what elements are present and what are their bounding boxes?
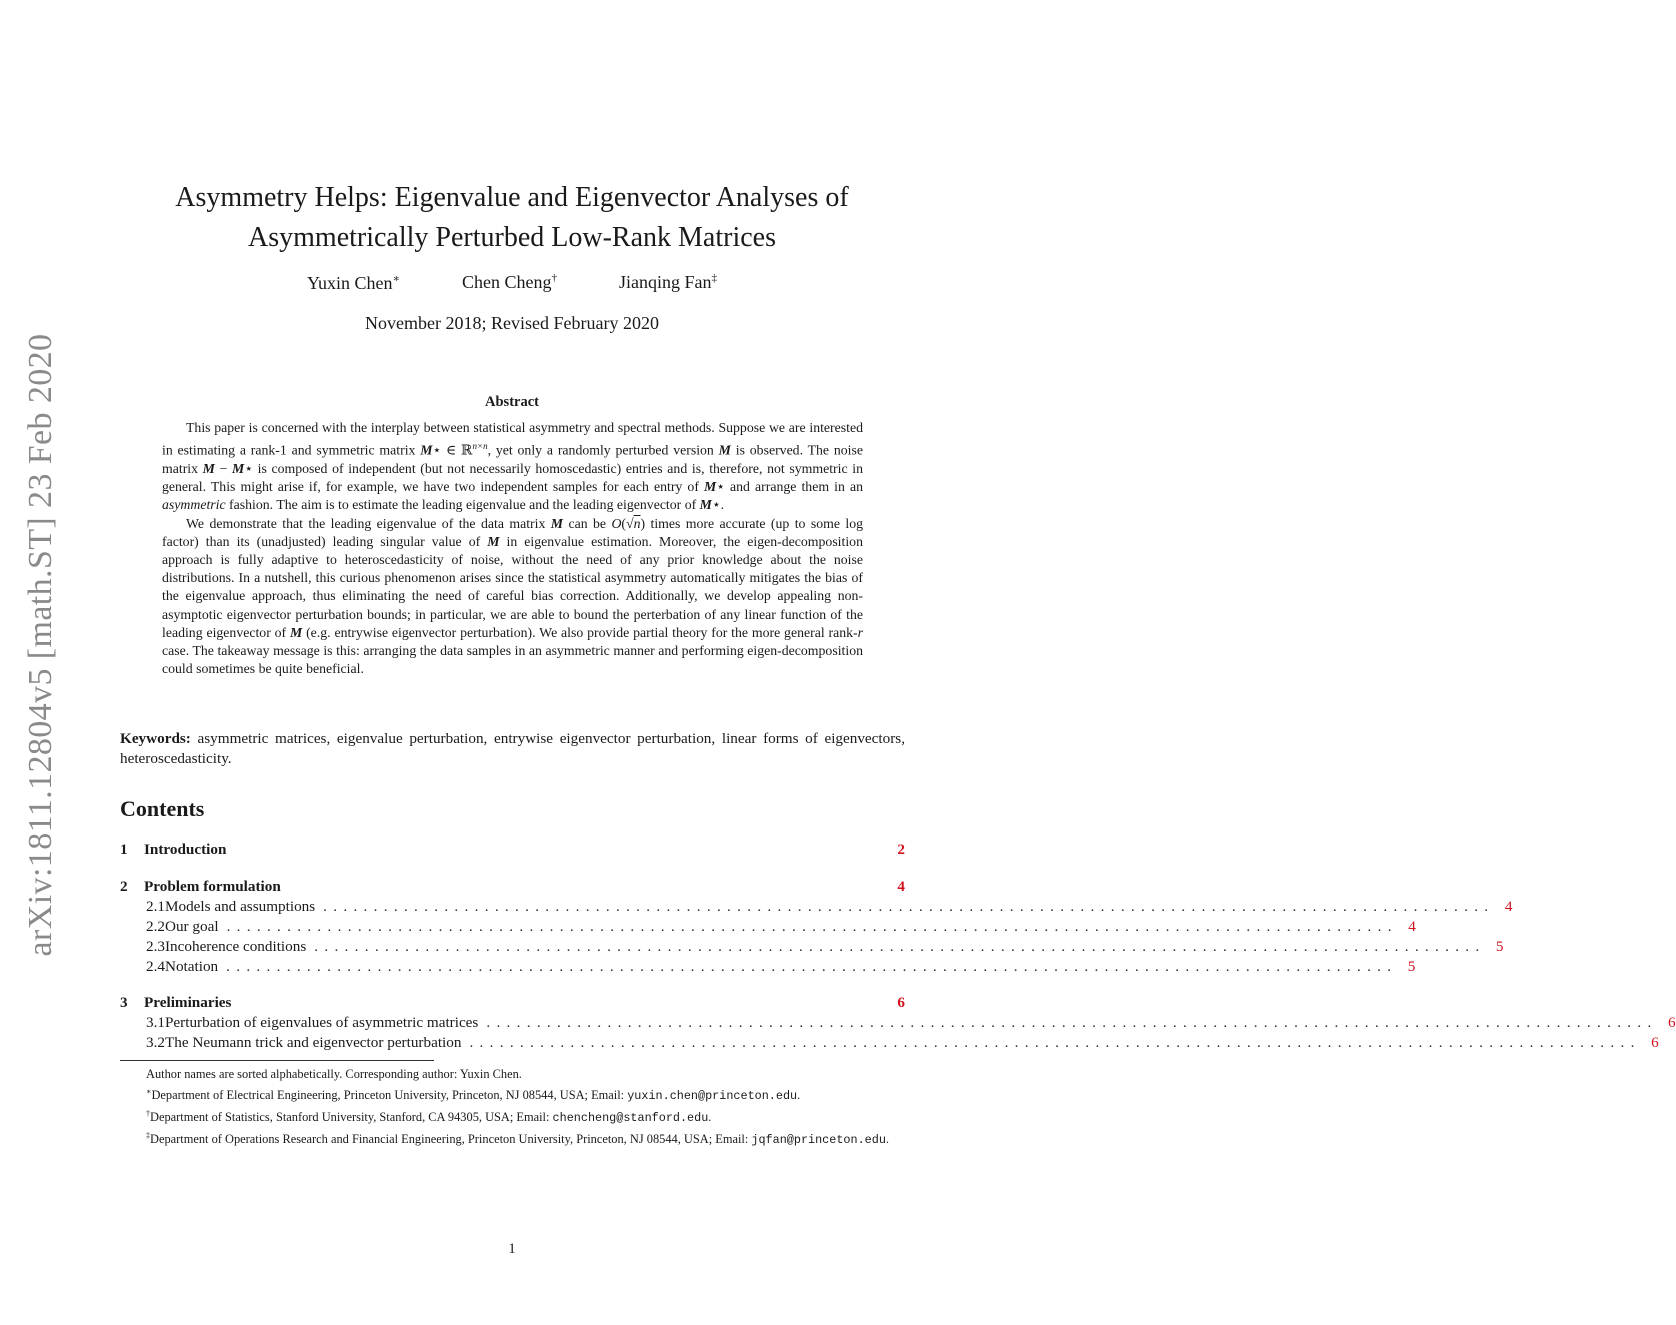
toc-subentry[interactable] [120,1034,1659,1054]
toc-number: 2.2 [146,918,165,935]
text-run: ⋆ is composed of independent (but not necessarily homoscedastic) entries and is, therefore, not symmetric in general. This might arise if, for example, we have two independent samples for each entry of [162,461,863,495]
paper-title [100,178,924,258]
text-run: We demonstrate that the leading eigenvalue of the data matrix [186,515,551,531]
math-symbol: r [857,624,863,640]
math-symbol: M [232,461,245,476]
footnote-1 [120,1083,905,1105]
math-symbol: M [202,461,215,476]
toc-number: 1 [120,841,128,858]
toc-entry[interactable] [120,878,905,898]
math-symbol: M [550,515,564,531]
author-mark: ‡ [711,272,717,284]
toc-number: 2 [120,878,128,895]
keywords [120,729,905,768]
author-mark: ∗ [392,273,400,285]
toc-section-2 [120,878,1513,978]
math-symbol: M [718,442,731,458]
author-mark: † [551,272,557,284]
toc-section-1 [120,841,905,861]
toc-page-link[interactable]: 5 [1407,958,1416,975]
text-run: . [708,1110,712,1124]
toc-number: 3.2 [146,1034,165,1051]
author-name: Yuxin Chen [307,273,393,293]
author-name: Jianqing Fan [618,272,712,292]
author-list [100,272,924,294]
title-line-2: Asymmetrically Perturbed Low-Rank Matrices [248,222,776,253]
text-run: in eigenvalue estimation. Moreover, the eigen-decomposition approach is fully adaptive to heteroscedasticity of noise, without the need of any prior knowledge about the noise distributions. In a nutshell, this curious phenomenon arises since the statistical asymmetry automatically mitigates the bias of the eigenvalue approach, thus eliminating the need of careful bias correction. Additionally, we develop appealing non-asymptotic eigenvector perturbation bounds; in particular, we are able to bound the perterbation of any linear function of the leading eigenvector of [162,533,863,640]
toc-subentry[interactable] [120,918,1416,938]
toc-page-link[interactable]: 6 [897,994,905,1011]
footnote-2 [120,1105,905,1127]
author [619,272,717,294]
author [307,272,400,294]
toc-number: 2.4 [146,958,165,975]
toc-number: 3.1 [146,1014,165,1031]
emphasis: asymmetric [162,497,226,513]
math-symbol: M [699,497,712,513]
toc-entry[interactable] [120,841,905,861]
toc-page-link[interactable]: 2 [897,841,905,858]
publication-date: November 2018; Revised February 2020 [365,313,659,333]
toc-leader-dots: .................................................................................................................... [226,918,1398,935]
footnote-text: Department of Electrical Engineering, Princeton University, Princeton, NJ 08544, USA; Email: [151,1088,628,1102]
toc-number: 3 [120,994,128,1011]
abstract-body [162,419,863,678]
math-symbol: M [420,442,433,458]
author-name: Chen Cheng [461,272,552,292]
arxiv-identifier: arXiv:1811.12804v5 [math.ST] 23 Feb 2020 [22,333,59,957]
toc-page-link[interactable]: 4 [897,878,905,895]
footnote-rule [120,1060,434,1061]
toc-title: Preliminaries [144,994,232,1011]
toc-title: Introduction [144,841,227,858]
email-link[interactable]: chencheng@stanford.edu [552,1111,709,1125]
footnote-mark: † [146,1109,150,1118]
toc-subentry[interactable] [120,1014,1676,1034]
toc-number: 2.3 [146,938,165,955]
math-symbol: n [633,515,641,531]
math-symbol: M [487,533,500,549]
toc-page-link[interactable]: 5 [1495,938,1504,955]
text-run: . [797,1088,801,1102]
toc-subentry[interactable] [120,958,1416,978]
page-number: 1 [508,1241,516,1257]
toc-leader-dots: .................................................................................................................... [469,1034,1641,1051]
toc-subentry[interactable] [120,898,1513,918]
footnote-text: Department of Operations Research and Financial Engineering, Princeton University, Princeton, NJ 08544, USA; Email: [150,1132,752,1146]
footnote-3 [120,1127,905,1149]
toc-number: 2.1 [146,898,165,915]
toc-page-link[interactable]: 6 [1651,1034,1659,1051]
abstract-paragraph-1 [162,419,863,515]
toc-leader-dots: .................................................................................................................... [323,898,1495,915]
text-run: (√ [621,515,634,531]
math-symbol: M [704,479,717,495]
footnote-text: Department of Statistics, Stanford University, Stanford, CA 94305, USA; Email: [150,1110,553,1124]
toc-page-link[interactable]: 4 [1504,898,1513,915]
text-run: . [885,1132,890,1146]
toc-title: Problem formulation [144,878,281,895]
math-symbol: M [289,624,303,640]
footnotes [120,1066,905,1149]
footnote-mark: ∗ [146,1087,152,1096]
keywords-text: asymmetric matrices, eigenvalue perturbation, entrywise eigenvector perturbation, linear forms of eigenvectors, heteroscedasticity. [120,730,905,767]
text-run: fashion. The aim is to estimate the leading eigenvalue and the leading eigenvector of [225,497,700,513]
toc-leader-dots: .................................................................................................................... [314,938,1486,955]
toc-leader-dots: .................................................................................................................... [486,1014,1658,1031]
text-run: is observed. The noise matrix [162,442,863,476]
toc-title: Incoherence conditions [164,938,307,955]
footnote-mark: ‡ [146,1131,150,1140]
toc-page-link[interactable]: 4 [1408,918,1416,935]
text-run: ⋆ ∈ ℝ [432,442,473,458]
text-run: case. The takeaway message is this: arranging the data samples in an asymmetric manner and performing eigen-decomposition could sometimes be quite beneficial. [162,643,863,677]
text-run: , yet only a randomly perturbed version [487,442,719,458]
math-superscript: n×n [472,441,488,452]
title-line-1: Asymmetry Helps: Eigenvalue and Eigenvector Analyses of [175,182,849,213]
toc-title: Perturbation of eigenvalues of asymmetric matrices [164,1014,479,1031]
email-link[interactable]: jqfan@princeton.edu [751,1133,886,1147]
toc-page-link[interactable]: 6 [1668,1014,1676,1031]
contents-heading: Contents [120,796,205,821]
math-symbol: O [611,515,622,531]
abstract-heading: Abstract [485,394,539,410]
toc-title: Models and assumptions [164,898,316,915]
abstract-paragraph-2 [162,515,863,679]
author [462,272,557,294]
text-run: ) times more accurate (up to some log factor) than its (unadjusted) leading singular value of [162,515,863,549]
toc-title: The Neumann trick and eigenvector perturbation [164,1034,462,1051]
toc-title: Our goal [164,918,219,935]
toc-leader-dots: .................................................................................................................... [226,958,1398,975]
text-run: This paper is concerned with the interplay between statistical asymmetry and spectral methods. Suppose we are interested in estimating a rank-1 and symmetric matrix [162,420,863,458]
text-run: can be [563,515,612,531]
toc-subentry[interactable] [120,938,1504,958]
text-run: ⋆. [711,497,725,513]
text-run: ⋆ and arrange them in an [716,479,863,495]
footnote-author-order: Author names are sorted alphabetically. Corresponding author: Yuxin Chen. [146,1067,522,1081]
toc-entry[interactable] [120,994,905,1014]
toc-title: Notation [164,958,219,975]
text-run: − [214,461,233,476]
toc-section-3 [120,994,1676,1054]
email-link[interactable]: yuxin.chen@princeton.edu [627,1089,798,1103]
text-run: (e.g. entrywise eigenvector perturbation). We also provide partial theory for the more general rank- [302,624,858,640]
keywords-label: Keywords: [120,730,191,747]
